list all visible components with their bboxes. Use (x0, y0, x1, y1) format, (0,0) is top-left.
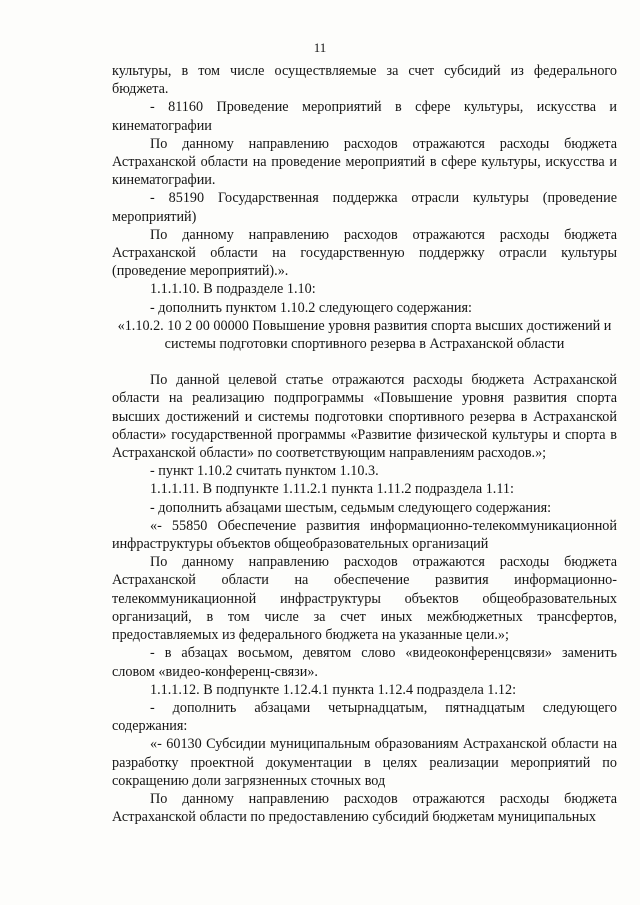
page-number: 11 (313, 40, 327, 55)
paragraph: По данному направлению расходов отражаются расходы бюджета Астраханской области по предоставлению субсидий бюджетам муниципальных (112, 790, 617, 826)
paragraph: 1.1.1.10. В подразделе 1.10: (150, 281, 316, 298)
paragraph: «- 55850 Обеспечение развития информационно-телекоммуникационной инфраструктуры объектов общеобразовательных организаций (112, 517, 617, 553)
paragraph: По данному направлению расходов отражаются расходы бюджета Астраханской области на проведение мероприятий в сфере культуры, искусства и кинематографии. (112, 135, 617, 189)
paragraph: По данному направлению расходов отражаются расходы бюджета Астраханской области на государственную поддержку отрасли культуры (проведение мероприятий).». (112, 226, 617, 280)
document-body (112, 62, 617, 826)
paragraph: - дополнить абзацами четырнадцатым, пятнадцатым следующего содержания: (112, 699, 617, 735)
paragraph: - дополнить пунктом 1.10.2 следующего содержания: (150, 299, 472, 316)
paragraph: - 81160 Проведение мероприятий в сфере культуры, искусства и кинематографии (112, 99, 617, 134)
paragraph: 1.1.1.12. В подпункте 1.12.4.1 пункта 1.12.4 подраздела 1.12: (150, 681, 517, 698)
paragraph: культуры, в том числе осуществляемые за счет субсидий из федерального бюджета. (112, 63, 617, 98)
paragraph: - пункт 1.10.2 считать пунктом 1.10.3. (150, 463, 379, 480)
paragraph: - в абзацах восьмом, девятом слово «видеоконференцсвязи» заменить словом «видео-конференц-связи». (112, 645, 617, 680)
paragraph: По данной целевой статье отражаются расходы бюджета Астраханской области на реализацию подпрограммы «Повышение уровня развития спорта высших достижений и системы подготовки спортивного резерва в Астраханской области» государственной программы «Развитие физической культуры и спорта в Астраханской области» по соответствующим направлениям расходов.»; (112, 372, 617, 462)
paragraph: По данному направлению расходов отражаются расходы бюджета Астраханской области на обеспечение развития информационно-телекоммуникационной инфраструктуры объектов общеобразовательных организаций, в том числе за счет иных межбюджетных трансфертов, предоставляемых из федерального бюджета на указанные цели.»; (112, 554, 617, 644)
paragraph: 1.1.1.11. В подпункте 1.11.2.1 пункта 1.11.2 подраздела 1.11: (150, 481, 514, 498)
paragraph: - 85190 Государственная поддержка отрасли культуры (проведение мероприятий) (112, 190, 617, 225)
section-heading: «1.10.2. 10 2 00 00000 Повышение уровня развития спорта высших достижений и системы подготовки спортивного резерва в Астраханской области (117, 317, 612, 353)
paragraph: «- 60130 Субсидии муниципальным образованиям Астраханской области на разработку проектной документации в целях реализации мероприятий по сокращению доли загрязненных сточных вод (112, 736, 617, 789)
spacer (112, 353, 617, 371)
paragraph: - дополнить абзацами шестым, седьмым следующего содержания: (150, 499, 552, 516)
